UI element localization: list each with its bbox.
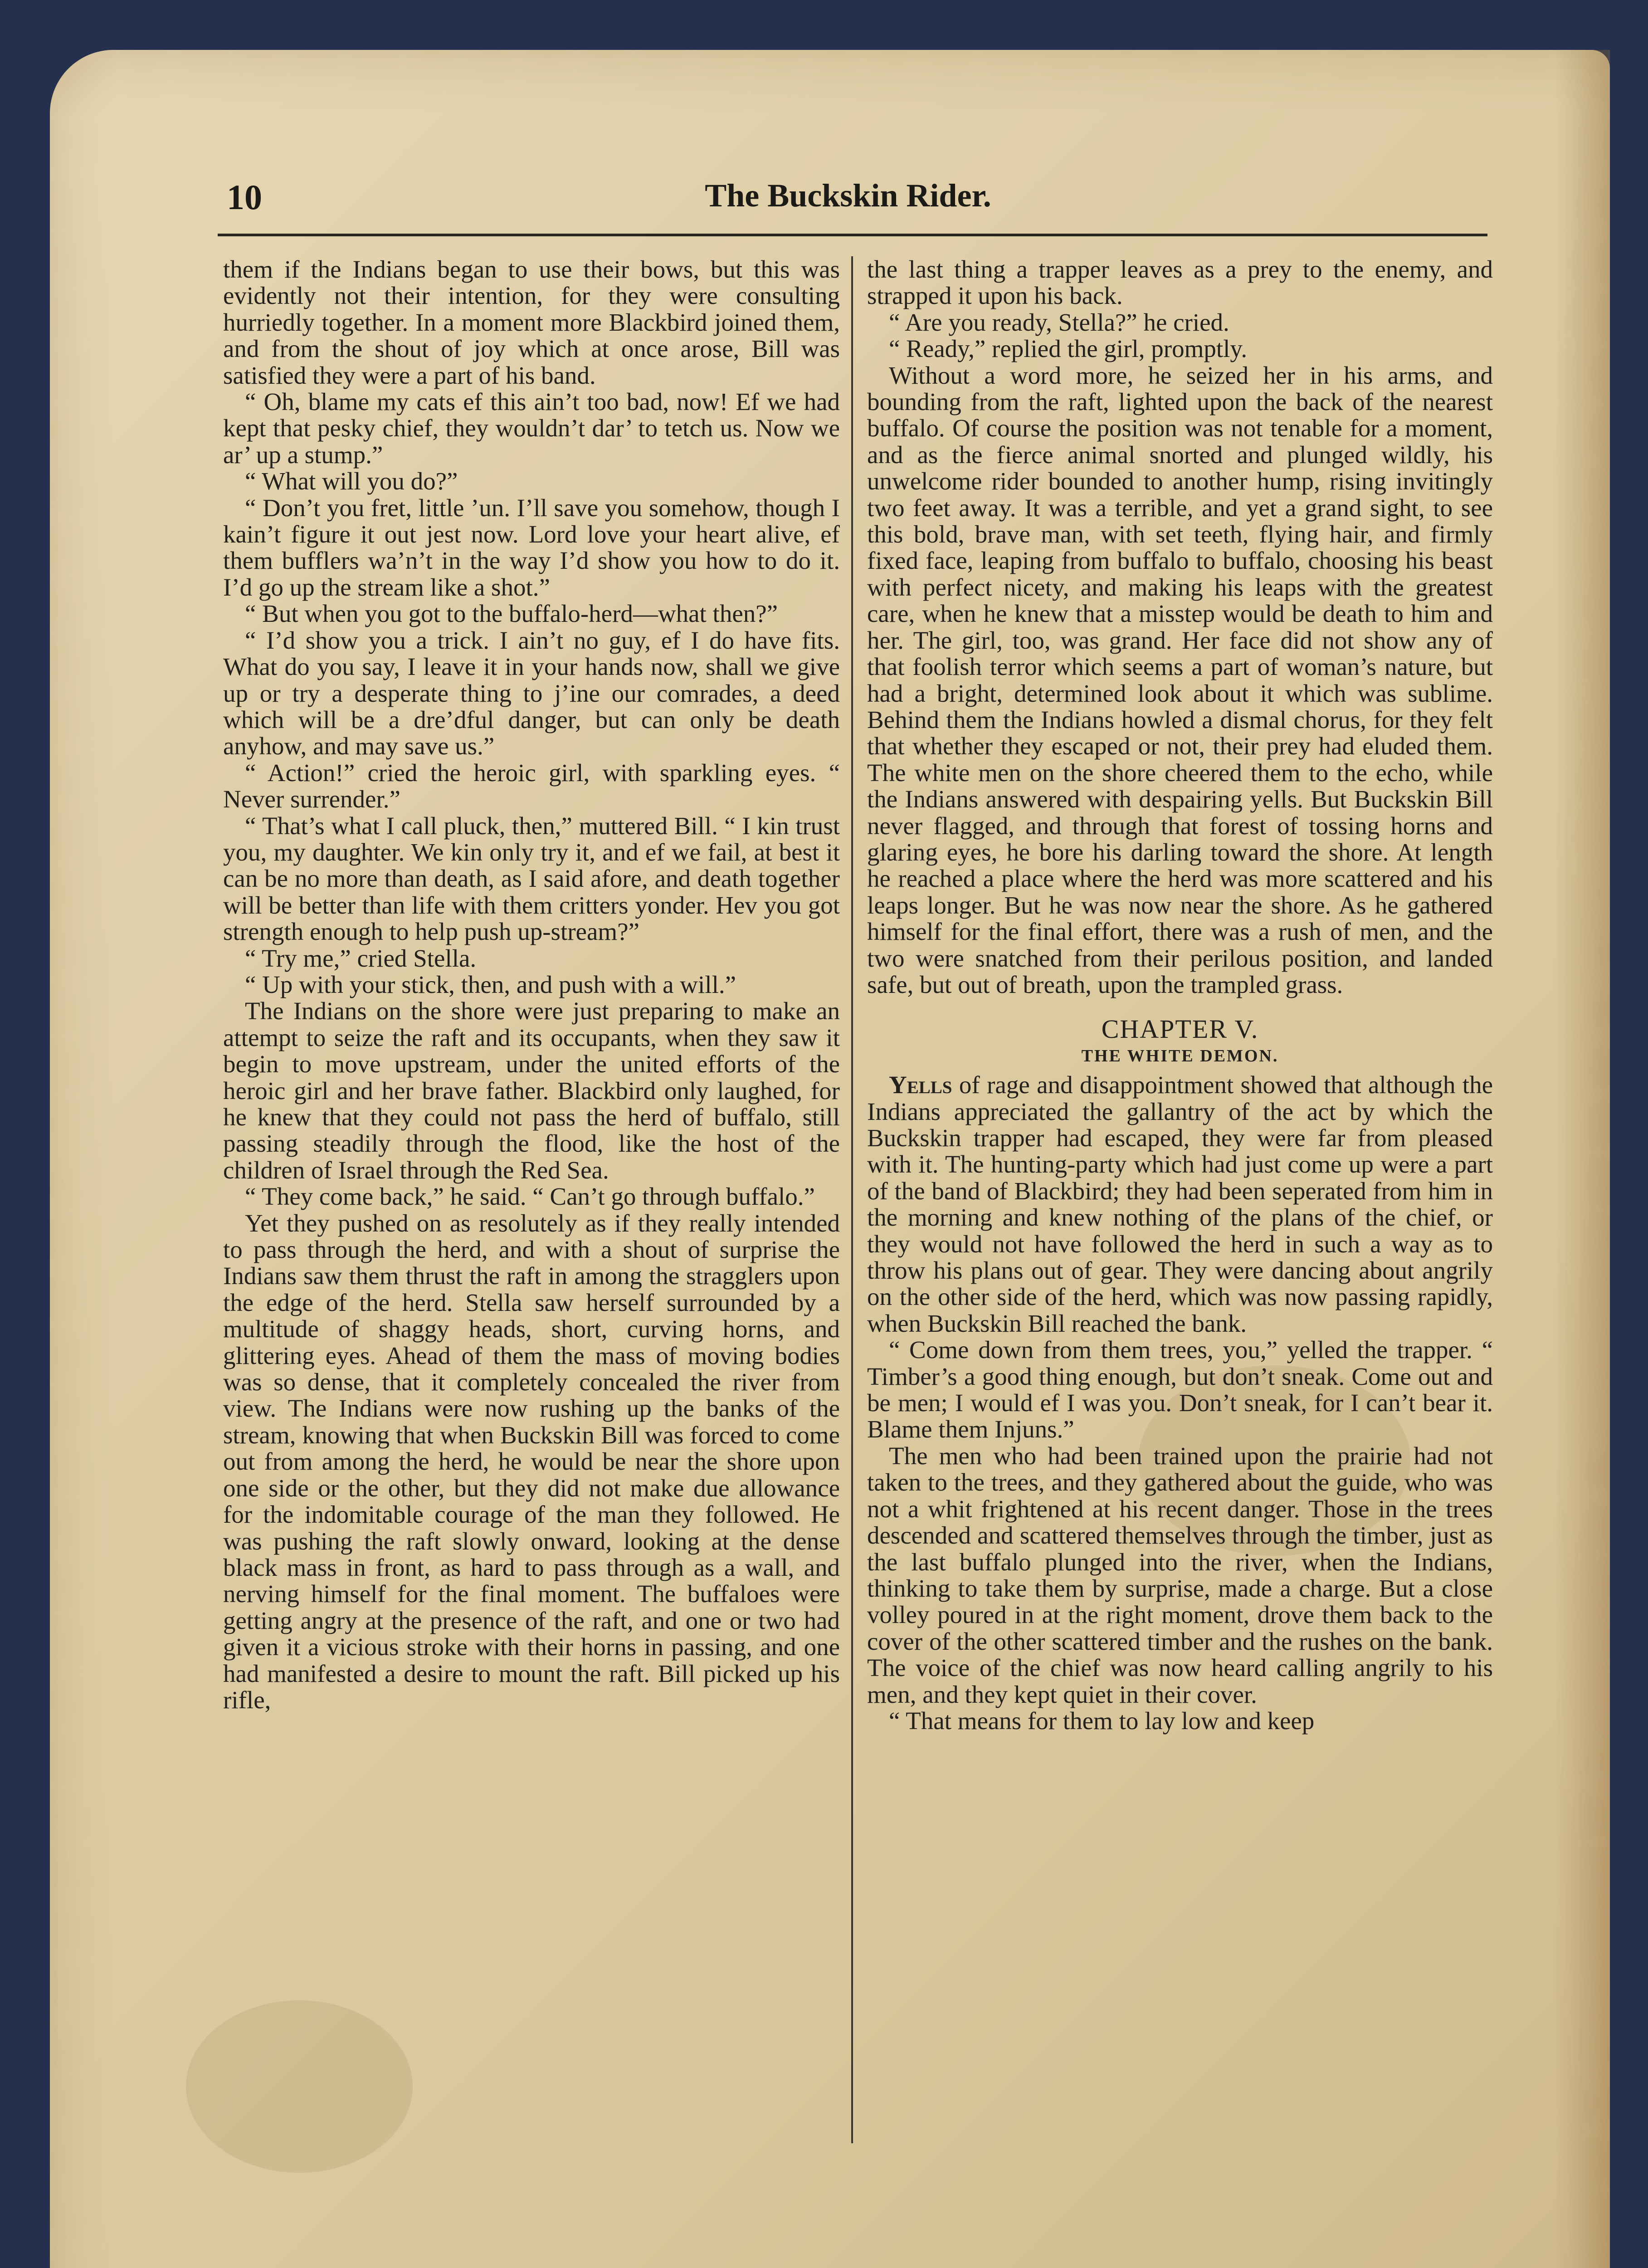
page-number: 10 [227,177,262,217]
paragraph: “ That’s what I call pluck, then,” muttered Bill. “ I kin trust you, my daughter. We kin only try it, and ef we fail, at best it can be no more than death, as I said afore, and death together will be better than life with them critters yonder. Hev you got strength enough to help push up-stream?” [223,811,840,946]
paragraph: “ Try me,” cried Stella. [245,944,477,972]
paragraph: “ They come back,” he said. “ Can’t go through buffalo.” [245,1183,815,1211]
paragraph: them if the Indians began to use their bows, but this was evidently not their intention, for they were consulting hurriedly together. In a moment more Blackbird joined them, and from the shout of joy which at once arose, Bill was satisfied they were a part of his band. [223,255,840,389]
opening-word: Yells [889,1071,952,1099]
left-column [223,256,840,1713]
column-divider [851,256,853,2143]
paragraph: “ Oh, blame my cats ef this ain’t too bad, now! Ef we had kept that pesky chief, they wouldn’t dar’ to tetch us. Now we ar’ up a stump.” [223,388,840,469]
paragraph: “ That means for them to lay low and keep [889,1706,1315,1735]
paragraph [867,1072,1493,1337]
paragraph: Yet they pushed on as resolutely as if they really intended to pass through the herd, and with a shout of surprise the Indians saw them thrust the raft in among the stragglers upon the edge of the herd. Stella saw herself surrounded by a multitude of shaggy heads, short, curving horns, and glittering eyes. Ahead of them the mass of moving bodies was so dense, that it completely concealed the river from view. The Indians were now rushing up the banks of the stream, knowing that when Buckskin Bill was forced to come out from among the herd, he would be near the shore upon one side or the other, but they did not make due allowance for the indomitable courage of the man they followed. He was pushing the raft slowly onward, looking at the dense black mass in front, as hard to pass through as a wall, and nerving himself for the final moment. The buffaloes were getting angry at the presence of the raft, and one or two had given it a vicious stroke with their horns in passing, and one had manifested a desire to mount the raft. Bill picked up his rifle, [223,1209,840,1714]
right-column [867,256,1493,1734]
paragraph: “ Are you ready, Stella?” he cried. [889,308,1229,336]
paragraph: “ Come down from them trees, you,” yelled the trapper. “ Timber’s a good thing enough, but don’t sneak. Come out and be men; I would ef I was you. Don’t sneak, for I can’t bear it. Blame them Injuns.” [867,1336,1493,1443]
paragraph: “ Don’t you fret, little ’un. I’ll save you somehow, though I kain’t figure it out jest now. Lord love your heart alive, ef them bufflers wa’n’t in the way I’d show you how to do it. I’d go up the stream like a shot.” [223,494,840,601]
page-header [172,177,1497,227]
paper-stain [186,2000,413,2173]
paragraph: “ Action!” cried the heroic girl, with sparkling eyes. “ Never surrender.” [223,758,840,813]
page-spine-shadow [1555,50,1610,2268]
chapter-title: CHAPTER V. [1101,1014,1259,1044]
paragraph-text: of rage and disappointment showed that although the Indians appreciated the gallantry of the act by which the Buckskin trapper had escaped, they were far from pleased with it. The hunting-party which had just come up were a part of the band of Blackbird; they had been seperated from him in the morning and knew nothing of the plans of the chief, or they would not have followed the herd in such a way as to throw his plans out of gear. They were dancing about angrily on the other side of the herd, which was now passing rapidly, when Buckskin Bill reached the bank. [867,1071,1493,1337]
paragraph: Without a word more, he seized her in his arms, and bounding from the raft, lighted upon the back of the nearest buffalo. Of course the position was not tenable for a moment, and as the fierce animal snorted and plunged wildly, his unwelcome rider bounded to another hump, rising invitingly two feet away. It was a terrible, and yet a grand sight, to see this bold, brave man, with set teeth, flying hair, and firmly fixed face, leaping from buffalo to buffalo, choosing his beast with perfect nicety, and making his leaps with the greatest care, when he knew that a misstep would be death to him and her. The girl, too, was grand. Her face did not show any of that foolish terror which seems a part of woman’s nature, but had a bright, determined look about it which was sublime. Behind them the Indians howled a dismal chorus, for they felt that whether they escaped or not, their prey had eluded them. The white men on the shore cheered them to the echo, while the Indians answered with despairing yells. But Buckskin Bill never flagged, and through that forest of tossing horns and glaring eyes, he bore his darling toward the shore. At length he reached a place where the herd was more scattered and his leaps longer. But he was now near the shore. As he gathered himself for the final effort, there was a rush of men, and the two were snatched from their perilous position, and landed safe, but out of breath, upon the trampled grass. [867,361,1493,998]
paragraph: “ Up with your stick, then, and push with a will.” [245,970,736,998]
paragraph: the last thing a trapper leaves as a prey to the enemy, and strapped it upon his back. [867,255,1493,310]
running-head: The Buckskin Rider. [705,177,991,214]
paragraph: “ What will you do?” [245,467,458,495]
header-rule [218,234,1487,236]
paragraph: “ I’d show you a trick. I ain’t no guy, ef I do have fits. What do you say, I leave it in your hands now, shall we give up or try a desperate thing to j’ine our comrades, a deed which will be a dre’dful danger, but can only be death anyhow, and may save us.” [223,626,840,760]
paragraph: “ But when you got to the buffalo-herd—what then?” [245,600,778,628]
paragraph: The Indians on the shore were just preparing to make an attempt to seize the raft and its occupants, when they saw it begin to move upstream, under the united efforts of the heroic girl and her brave father. Blackbird only laughed, for he knew that they could not pass the herd of buffalo, still passing steadily through the flood, like the host of the children of Israel through the Red Sea. [223,997,840,1184]
chapter-subtitle: THE WHITE DEMON. [1081,1046,1279,1066]
paragraph: The men who had been trained upon the prairie had not taken to the trees, and they gathered about the guide, who was not a whit frightened at his recent danger. Those in the trees descended and scattered themselves through the timber, just as the last buffalo plunged into the river, when the Indians, thinking to take them by surprise, made a charge. But a close volley poured in at the right moment, drove them back to the cover of the other scattered timber and the rushes on the bank. The voice of the chief was now heard calling angrily to his men, and they kept quiet in their cover. [867,1442,1493,1708]
paragraph: “ Ready,” replied the girl, promptly. [889,335,1248,363]
